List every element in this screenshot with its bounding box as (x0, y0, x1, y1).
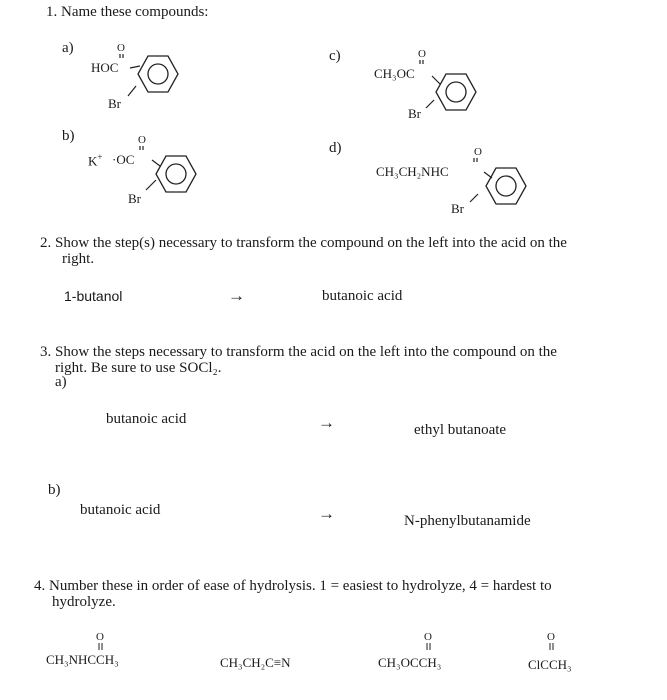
q1a-benzene-ring (108, 44, 188, 104)
q1a-carbonyl-oxygen: O (117, 42, 125, 54)
q1a-label: a) (62, 40, 74, 56)
q3b-label: b) (48, 482, 61, 498)
q1b-benzene-ring (128, 136, 208, 198)
q2-left-compound: 1-butanol (64, 288, 123, 304)
q2-title-line2: right. (62, 251, 95, 267)
q4-compound-4-double-bond (547, 643, 559, 651)
q1c-substituent: CH₃OC (374, 66, 415, 81)
q1d-substituent: CH₃CH₂NHC (376, 164, 449, 179)
q4-compound-2: CH₃CH₂C≡N (220, 655, 291, 670)
q1b-label: b) (62, 128, 75, 144)
q1b-carbonyl-oxygen: O (138, 134, 146, 146)
q1d-label: d) (329, 140, 342, 156)
q1d-carbonyl-oxygen: O (474, 146, 482, 158)
q3-title-line1: 3. Show the steps necessary to transform the acid on the left into the compound on the (40, 344, 557, 360)
q2-arrow: → (228, 286, 245, 305)
q4-compound-1-double-bond (96, 643, 108, 651)
q2-title-line1: 2. Show the step(s) necessary to transform the compound on the left into the acid on the (40, 235, 567, 251)
q4-title-line2: hydrolyze. (52, 594, 116, 610)
q3b-arrow: → (318, 504, 335, 523)
q4-title-line1: 4. Number these in order of ease of hydrolysis. 1 = easiest to hydrolyze, 4 = hardest to (34, 578, 552, 594)
q1b-bromo: Br (128, 191, 141, 206)
q1c-carbonyl-oxygen: O (418, 48, 426, 60)
q1c-bromo: Br (408, 106, 421, 121)
q1d-bromo: Br (451, 201, 464, 216)
q3a-arrow: → (318, 413, 335, 432)
q4-compound-4: ClCCH₃ (528, 657, 572, 672)
q1b-potassium: K (88, 153, 98, 169)
q1b-charge: + (97, 152, 103, 162)
q4-compound-3: CH₃OCCH₃ (378, 655, 442, 670)
q3a-label: a) (55, 374, 67, 390)
q1c-benzene-ring (412, 50, 492, 112)
q3a-right-compound: ethyl butanoate (414, 422, 507, 438)
q1c-label: c) (329, 48, 341, 64)
q1b-anion: ·OC (112, 152, 135, 167)
q1-title: 1. Name these compounds: (46, 4, 209, 20)
q1a-substituent: HOC (91, 60, 119, 75)
q2-right-compound: butanoic acid (322, 288, 403, 304)
q4-compound-3-double-bond (424, 643, 436, 651)
q4-compound-3-oxygen: O (424, 631, 432, 643)
q1b-cation (88, 152, 102, 169)
q3-title-line2: right. Be sure to use SOCl₂. (55, 360, 222, 376)
q3b-left-compound: butanoic acid (80, 502, 161, 518)
q3a-left-compound: butanoic acid (106, 411, 187, 427)
q3b-right-compound: N-phenylbutanamide (404, 513, 531, 529)
q4-compound-1: CH₃NHCCH₃ (46, 652, 119, 667)
q1a-bromo: Br (108, 96, 121, 111)
q4-compound-1-oxygen: O (96, 631, 104, 643)
q4-compound-4-oxygen: O (547, 631, 555, 643)
q1d-benzene-ring (466, 148, 546, 210)
